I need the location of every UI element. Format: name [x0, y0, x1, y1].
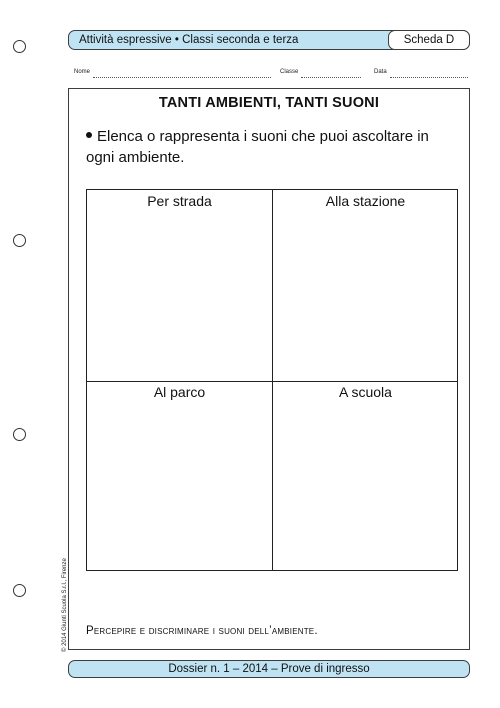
worksheet-tab: Scheda D [388, 30, 470, 50]
bullet-icon [86, 132, 92, 138]
cell-label-park: Al parco [153, 384, 206, 400]
footer-text: Dossier n. 1 – 2014 – Prove di ingresso [168, 663, 370, 675]
binder-hole [13, 584, 26, 597]
date-label: Data [374, 69, 387, 75]
header-title: Attività espressive • Classi seconda e terza [79, 34, 299, 46]
binder-hole [13, 40, 26, 53]
footer-band [68, 660, 470, 678]
date-line [390, 69, 468, 78]
answer-grid [86, 189, 458, 571]
footnote: Percepire e discriminare i suoni dell’ambiente. [86, 625, 318, 637]
name-field[interactable] [74, 66, 271, 78]
class-label: Classe [280, 69, 299, 75]
date-field[interactable] [374, 66, 468, 78]
name-label: Nome [74, 69, 91, 75]
cell-label-school: A scuola [339, 384, 392, 400]
grid-divider-horizontal [87, 381, 457, 382]
binder-hole [13, 234, 26, 247]
worksheet-title: TANTI AMBIENTI, TANTI SUONI [158, 95, 380, 111]
class-line [301, 69, 361, 78]
instruction-text: Elenca o rappresenta i suoni che puoi ascoltare in ogni ambiente. [86, 128, 429, 166]
copyright-notice: © 2014 Giunti Scuola S.r.l., Firenze [62, 558, 68, 652]
binder-hole [13, 428, 26, 441]
grid-divider-vertical [272, 190, 273, 570]
student-fields [74, 66, 470, 78]
cell-label-station: Alla stazione [325, 193, 406, 209]
instruction [86, 126, 458, 168]
header-band [68, 30, 470, 50]
name-line [93, 69, 271, 78]
class-field[interactable] [280, 66, 361, 78]
cell-label-street: Per strada [147, 193, 212, 209]
